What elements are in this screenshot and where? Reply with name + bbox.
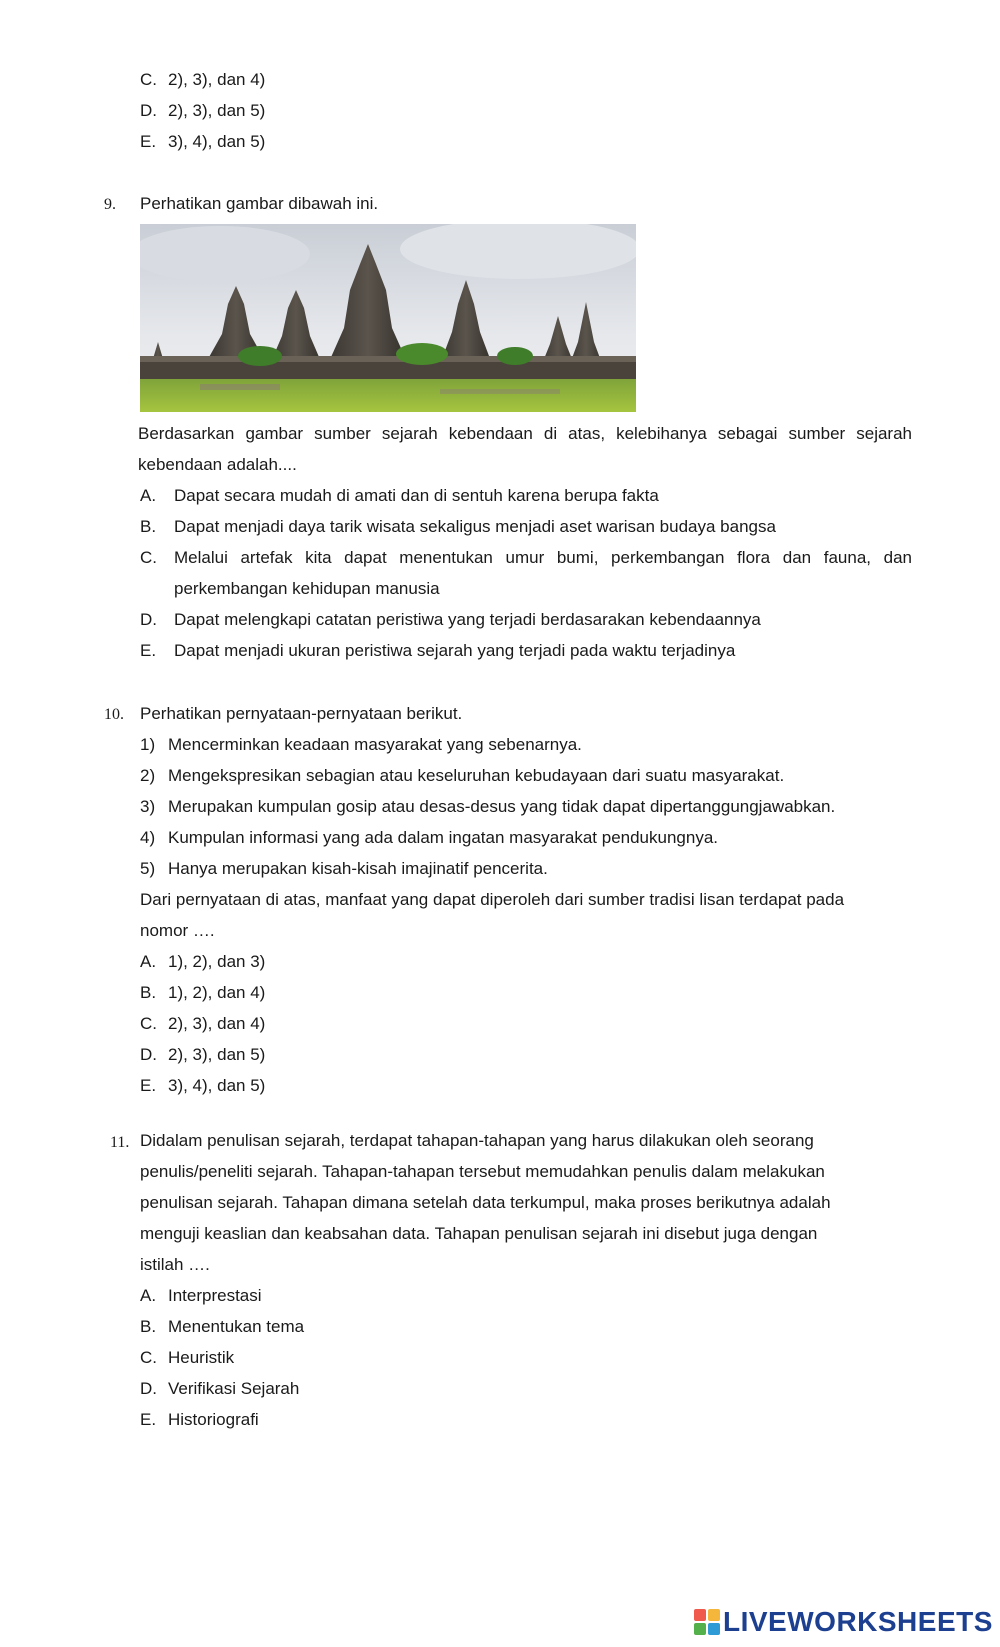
option-text: 2), 3), dan 4): [168, 70, 266, 89]
logo-square-yellow: [708, 1609, 720, 1621]
option-letter: A.: [140, 1286, 157, 1305]
option-letter: C.: [140, 548, 157, 567]
option-letter: B.: [140, 1317, 157, 1336]
prev-option-e[interactable]: [140, 132, 265, 152]
option-letter: C.: [140, 70, 157, 89]
statement-1: [140, 735, 582, 755]
question-9-option-d[interactable]: [140, 610, 761, 630]
temple-image: [140, 224, 636, 412]
option-text: Heuristik: [168, 1348, 235, 1367]
statement-text: Mengekspresikan sebagian atau keseluruhan kebudayaan dari suatu masyarakat.: [168, 766, 785, 785]
temple-photo: [140, 224, 636, 412]
option-letter: E.: [140, 1410, 157, 1429]
option-text: Dapat menjadi ukuran peristiwa sejarah yang terjadi pada waktu terjadinya: [174, 641, 736, 660]
question-9-option-e[interactable]: [140, 641, 735, 661]
option-letter: E.: [140, 1076, 157, 1095]
statement-4: [140, 828, 718, 848]
option-letter: C.: [140, 1014, 157, 1033]
statement-text: Merupakan kumpulan gosip atau desas-desus yang tidak dapat dipertanggungjawabkan.: [168, 797, 836, 816]
option-text: 2), 3), dan 4): [168, 1014, 266, 1033]
option-letter: E.: [140, 132, 157, 151]
question-9-stem-line2: kebendaan adalah....: [138, 455, 297, 474]
question-11-option-d[interactable]: [140, 1379, 299, 1399]
statement-number: 4): [140, 828, 156, 847]
question-11-line5: istilah ….: [140, 1255, 210, 1274]
question-10-stem-line2: nomor ….: [140, 921, 215, 940]
question-11-number: 11.: [110, 1134, 130, 1151]
question-10-option-b[interactable]: [140, 983, 265, 1003]
option-text: 1), 2), dan 3): [168, 952, 266, 971]
statement-5: [140, 859, 548, 879]
question-11-line3: penulisan sejarah. Tahapan dimana setelah data terkumpul, maka proses berikutnya adalah: [140, 1193, 831, 1212]
statement-number: 2): [140, 766, 156, 785]
option-text: Melalui artefak kita dapat menentukan umur bumi, perkembangan flora dan fauna, dan: [174, 548, 912, 567]
question-11-option-b[interactable]: [140, 1317, 304, 1337]
statement-text: Mencerminkan keadaan masyarakat yang sebenarnya.: [168, 735, 582, 754]
option-text: 3), 4), dan 5): [168, 1076, 266, 1095]
question-11-line1: Didalam penulisan sejarah, terdapat tahapan-tahapan yang harus dilakukan oleh seorang: [140, 1131, 814, 1150]
option-text: Historiografi: [168, 1410, 259, 1429]
question-10-option-d[interactable]: [140, 1045, 265, 1065]
option-letter: D.: [140, 1045, 157, 1064]
logo-square-red: [694, 1609, 706, 1621]
statement-2: [140, 766, 784, 786]
option-letter: D.: [140, 101, 157, 120]
statement-number: 5): [140, 859, 156, 878]
question-9-option-c-line2: perkembangan kehidupan manusia: [174, 579, 440, 598]
question-10-prompt: Perhatikan pernyataan-pernyataan berikut.: [140, 704, 463, 723]
option-text: Menentukan tema: [168, 1317, 305, 1336]
question-9-option-a[interactable]: [140, 486, 659, 506]
option-letter: D.: [140, 610, 157, 629]
prev-option-c[interactable]: [140, 70, 265, 90]
question-9-number: 9.: [104, 196, 116, 213]
question-10-stem-line1: Dari pernyataan di atas, manfaat yang dapat diperoleh dari sumber tradisi lisan terdapat pada: [140, 890, 845, 909]
question-10-option-c[interactable]: [140, 1014, 265, 1034]
statement-3: [140, 797, 835, 817]
option-letter: D.: [140, 1379, 157, 1398]
option-letter: B.: [140, 983, 157, 1002]
option-text: Dapat menjadi daya tarik wisata sekaligus menjadi aset warisan budaya bangsa: [174, 517, 776, 536]
question-9-option-b[interactable]: [140, 517, 776, 537]
logo-text: LIVEWORKSHEETS: [723, 1606, 993, 1637]
statement-number: 3): [140, 797, 156, 816]
option-letter: B.: [140, 517, 157, 536]
option-letter: A.: [140, 486, 157, 505]
question-9-stem-line1: Berdasarkan gambar sumber sejarah kebendaan di atas, kelebihanya sebagai sumber sejarah: [138, 424, 912, 443]
question-11-line2: penulis/peneliti sejarah. Tahapan-tahapan tersebut memudahkan penulis dalam melakukan: [140, 1162, 825, 1181]
question-11-line4: menguji keaslian dan keabsahan data. Tahapan penulisan sejarah ini disebut juga dengan: [140, 1224, 818, 1243]
option-letter: C.: [140, 1348, 157, 1367]
prev-option-d[interactable]: [140, 101, 265, 121]
statement-number: 1): [140, 735, 156, 754]
option-text: Verifikasi Sejarah: [168, 1379, 300, 1398]
question-10-number: 10.: [104, 706, 124, 723]
option-letter: E.: [140, 641, 157, 660]
question-9-prompt: Perhatikan gambar dibawah ini.: [140, 194, 379, 213]
logo-grid-icon: [694, 1609, 720, 1635]
statement-text: Hanya merupakan kisah-kisah imajinatif pencerita.: [168, 859, 548, 878]
question-11-option-e[interactable]: [140, 1410, 259, 1430]
option-text: Interprestasi: [168, 1286, 262, 1305]
logo-square-blue: [708, 1623, 720, 1635]
question-10-option-a[interactable]: [140, 952, 265, 972]
option-text: Dapat secara mudah di amati dan di sentuh karena berupa fakta: [174, 486, 659, 505]
question-11-option-a[interactable]: [140, 1286, 262, 1306]
option-text: 3), 4), dan 5): [168, 132, 266, 151]
option-text: 2), 3), dan 5): [168, 1045, 266, 1064]
liveworksheets-logo[interactable]: [694, 1606, 993, 1638]
option-text: 2), 3), dan 5): [168, 101, 266, 120]
statement-text: Kumpulan informasi yang ada dalam ingatan masyarakat pendukungnya.: [168, 828, 719, 847]
question-11-option-c[interactable]: [140, 1348, 234, 1368]
option-letter: A.: [140, 952, 157, 971]
option-text: 1), 2), dan 4): [168, 983, 266, 1002]
logo-square-green: [694, 1623, 706, 1635]
option-text: Dapat melengkapi catatan peristiwa yang terjadi berdasarakan kebendaannya: [174, 610, 761, 629]
question-10-option-e[interactable]: [140, 1076, 265, 1096]
